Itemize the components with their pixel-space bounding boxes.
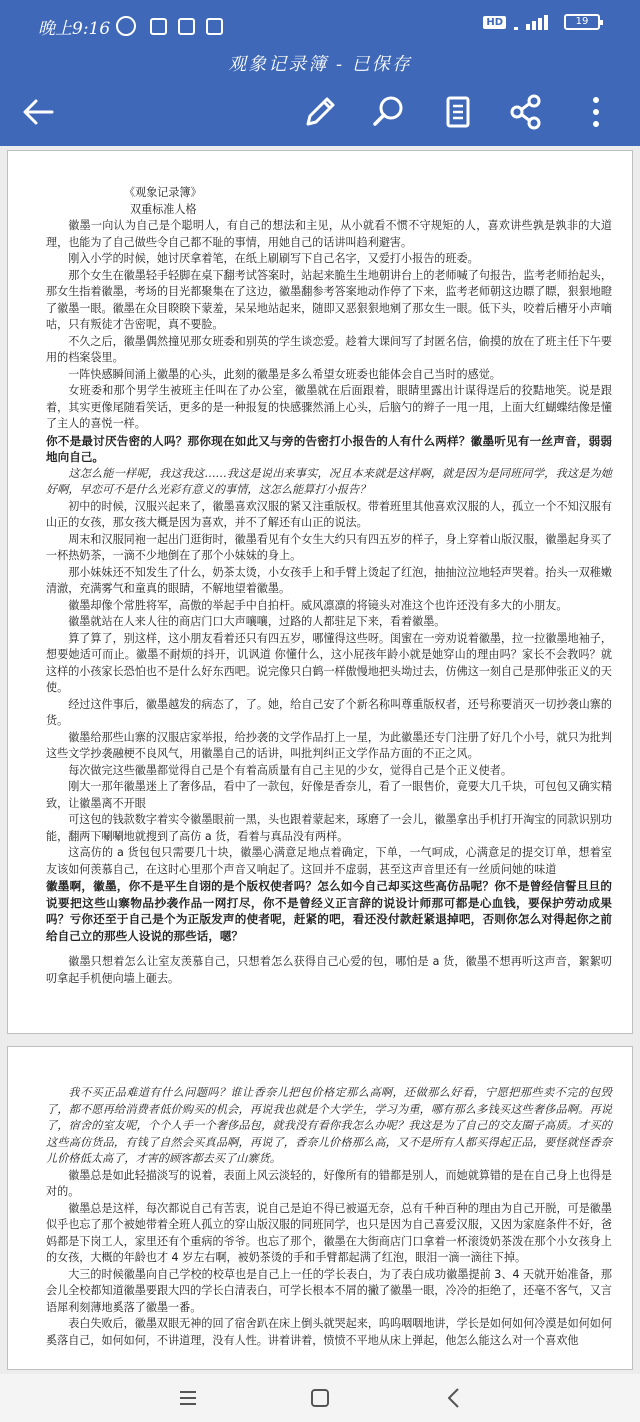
paragraph: 经过这件事后，徽墨越发的病态了，了。她，给自己安了个新名称叫尊重版权者，还号称要消灭一切抄袭山寨的货。 bbox=[46, 697, 612, 727]
paragraph: 一阵快感瞬间涌上徽墨的心头，此刻的徽墨是多么希望女班委也能体会自己当时的感觉。 bbox=[68, 367, 501, 381]
paragraph: 周末和汉服同袍一起出门逛街时，徽墨看见有个女生大约只有四五岁的样子，身上穿着山版汉服，徽墨起身买了一杯热奶茶，一滴不少地倒在了那个小妹妹的身上。 bbox=[46, 532, 612, 562]
document-page[interactable] bbox=[7, 1046, 633, 1370]
doc-subheading: 双重标准人格 bbox=[130, 202, 197, 216]
paragraph: 徽墨却像个常胜将军，高傲的举起手中自拍杆。威风凛凛的将镜头对准这个也许还没有多大的小朋友。 bbox=[68, 598, 568, 612]
page-text bbox=[46, 185, 612, 987]
recent-apps-icon[interactable] bbox=[174, 1384, 202, 1412]
paragraph: 徽墨给那些山寨的汉服店家举报，给抄袭的文学作品打上一星，为此徽墨还专门注册了好几个小号，就只为批判这些文学抄袭融梗不良风气，用徽墨自己的话讲，叫批判纠正文学作品方面的不正之风。 bbox=[46, 730, 612, 760]
paragraph: 徽墨一向认为自己是个聪明人，有自己的想法和主见，从小就看不惯不守规矩的人，喜欢讲些孰是孰非的大道理，也能为了自己做些令自己都不耻的事情，用她自己的话讲叫趋利避害。 bbox=[46, 219, 612, 249]
italic-paragraph: 这怎么能一样呢，我这我这……我这是说出来事实，况且本来就是这样啊，就是因为是同班同学，我这是为她好啊，早恋可不是什么光彩有意义的事情，这怎么能算打小报告？ bbox=[46, 466, 612, 496]
paragraph: 初中的时候，汉服兴起来了，徽墨喜欢汉服的紧又注重版权。带着班里其他喜欢汉服的人，孤立一个不知汉服有山正的女孩，那女孩大概是因为喜欢，并不了解还有山正的说法。 bbox=[46, 499, 612, 529]
paragraph: 不久之后，徽墨偶然撞见那女班委和别英的学生谈恋爱。趁着大课间写了封匿名信，偷摸的放在了班主任下午要用的档案袋里。 bbox=[46, 334, 612, 364]
bold-paragraph: 徽墨啊，徽墨，你不是平生自诩的是个版权使者吗？怎么如今自己却买这些高仿品呢？你不是曾经信誓旦旦的说要把这些山寨物品抄袭作品一网打尽，你不是曾经义正言辞的说设计师那可都是心血钱，要保护劳动成果吗？亏你还至于自己是个为正版发声的使者呢，赶紧的吧，看还没付款赶紧退掉吧，否则你怎么对得起你之前给自己立的那些人设说的那些话，嗯？ bbox=[46, 879, 612, 943]
alarm-icon bbox=[116, 16, 136, 36]
paragraph: 徽墨总是如此轻描淡写的说着，表面上风云淡轻的，好像所有的错都是别人，而她就算错的是在自己身上也得是对的。 bbox=[46, 1168, 612, 1198]
paragraph: 女班委和那个男学生被班主任叫在了办公室，徽墨就在后面跟着，眼睛里露出计谋得逞后的狡黠地笑。说是跟着，其实更像尾随看笑话，更多的是一种报复的快感骤然涌上心头，后脑勺的辫子一甩一甩，上面大红蝴蝶结像是懂了主人的喜悦一样。 bbox=[46, 384, 612, 430]
document-title: 观象记录簿 - 已保存 bbox=[228, 54, 412, 75]
back-nav-icon[interactable] bbox=[440, 1384, 468, 1412]
paragraph: 刚大一那年徽墨迷上了奢侈品，看中了一款包，好像是香奈儿，看了一眼售价，竟要大几千块，可包包又确实精致，让徽墨离不开眼 bbox=[46, 780, 612, 810]
battery-icon: 19 bbox=[564, 14, 600, 30]
paragraph: 每次做完这些徽墨都觉得自己是个有着高质量有自己主见的少女，觉得自己是个正义使者。 bbox=[68, 763, 512, 777]
paragraph: 可这包的钱款数字着实令徽墨眼前一黑，头也跟着蒙起来，琢磨了一会儿，徽墨拿出手机打开淘宝的同款识别功能，翻两下唰唰地就搜到了高仿 a 货，看着与真品没有两样。 bbox=[46, 813, 612, 843]
more-vertical-icon[interactable] bbox=[572, 88, 620, 136]
doc-heading: 《观象记录簿》 bbox=[124, 186, 202, 199]
status-time: 晚上9:16 bbox=[38, 19, 111, 39]
italic-paragraph: 我不买正品难道有什么问题吗？谁让香奈儿把包价格定那么高啊，还做那么好看，宁愿把那些卖不完的包毁了，都不愿再给消费者低价购买的机会，再说我也就是个大学生，学习为重，哪有那么多钱买这些奢侈品啊。再说了，宿舍的室友呢，个个人手一个奢侈品包，就我没有看你我怎么办呢？我这是为了自己的交友圈子高质。才买的这些高仿货品，有钱了自然会买真品啊，再说了，香奈儿价格那么高，又不是所有人都买得起正品，要怪就怪香奈儿价格低太高了，才害的顾客都去买了山寨货。 bbox=[46, 1086, 612, 1165]
paragraph: 那个女生在徽墨轻手轻脚在桌下翻考试答案时，站起来脆生生地朝讲台上的老师喊了句报告，监考老师抬起头，那女生指着徽墨，考场的目光都聚集在了这边，徽墨翻参考答案地动作停了下来，监考老师朝这边瞟了瞟，狠狠地瞪了徽墨一眼。徽墨在众目睽睽下蒙羞，呆呆地站起来，随即又恶狠狠地剜了那女生一眼。低下头，咬着后槽牙小声嘀咕，只有叛徒才告密呢，真不要脸。 bbox=[46, 268, 612, 331]
notification-app-icon bbox=[206, 18, 223, 35]
bold-paragraph: 你不是最讨厌告密的人吗？那你现在如此又与旁的告密打小报告的人有什么两样？徽墨听见有一丝声音，弱弱地向自己。 bbox=[46, 433, 612, 464]
home-icon[interactable] bbox=[306, 1384, 334, 1412]
pencil-icon[interactable] bbox=[296, 88, 344, 136]
page-text bbox=[46, 1085, 612, 1349]
hd-badge: HD bbox=[483, 16, 506, 29]
paragraph: 大三的时候徽墨向自己学校的校草也是自己上一任的学长表白，为了表白成功徽墨提前 3、4 天就开始准备，那会儿全校都知道徽墨要跟大四的学长白清表白，可学长根本不屑的撇了徽墨一眼，冷冷的拒绝了，还毫不客气，又言语犀利刻薄地奚落了徽墨一番。 bbox=[46, 1267, 612, 1314]
notification-app-icon bbox=[150, 18, 167, 35]
paragraph: 徽墨就站在人来人往的商店门口大声嚷嚷，过路的人都驻足下来，看着徽墨。 bbox=[68, 615, 446, 628]
share-icon[interactable] bbox=[502, 88, 550, 136]
signal-icon bbox=[514, 14, 556, 30]
paragraph: 那小妹妹还不知发生了什么，奶茶太烫，小女孩手上和手臂上烫起了红泡，抽抽泣泣地轻声哭着。抬头一双稚嫩清澈，充满雾气和童真的眼睛，不解地望着徽墨。 bbox=[46, 565, 612, 595]
document-view-icon[interactable] bbox=[434, 88, 482, 136]
title-bar bbox=[0, 48, 640, 78]
notification-app-icon bbox=[178, 18, 195, 35]
back-arrow-icon[interactable] bbox=[14, 88, 62, 136]
toolbar bbox=[0, 78, 640, 146]
network-type bbox=[514, 27, 518, 30]
paragraph: 徽墨总是这样，每次都说自己有苦衷，说自己是迫不得已被逼无奈，总有千种百种的理由为自己开脱，可是徽墨似乎也忘了那个被她带着全班人孤立的穿山版汉服的同班同学，也只是因为自己喜爱汉服，又因为家庭条件不好，爸妈都是下岗工人，家里还有个重病的爷爷。也忘了那个，徽墨在大街商店门口拿着一杯滚烫奶茶泼在那个小女孩身上的女孩，大概的年龄也才 4 岁左右啊，被奶茶烫的手和手臂都起满了红泡，眼泪一滴一滴往下掉。 bbox=[46, 1201, 612, 1264]
status-bar bbox=[0, 0, 640, 48]
paragraph: 这高仿的 a 货包包只需要几十块，徽墨心满意足地点着确定，下单，一气呵成，心满意足的提交订单，想着室友该如何羡慕自己，在这时心里那个声音又响起了。这回并不虚弱，甚至这声音里还有一丝质问她的味道 bbox=[46, 846, 612, 876]
paragraph: 徽墨只想着怎么让室友羡慕自己，只想着怎么获得自己心爱的包，哪怕是 a 货，徽墨不想再听这声音，絮絮叨叨拿起手机便向墙上砸去。 bbox=[46, 955, 612, 985]
paragraph: 表白失败后，徽墨双眼无神的回了宿舍趴在床上倒头就哭起来，呜呜咽咽地讲，学长是如何如何冷漠是如何如何奚落自己，如何如何，不讲道理，没有人性。讲着讲着，愤愤不平地从床上弹起，他怎么能这么对一个喜欢他 bbox=[46, 1317, 612, 1347]
paragraph: 刚入小学的时候，她讨厌拿着笔，在纸上刷刷写下自己名字，又爱打小报告的班委。 bbox=[68, 252, 479, 265]
document-page[interactable] bbox=[7, 150, 633, 1034]
search-icon[interactable] bbox=[364, 88, 412, 136]
system-nav-bar bbox=[0, 1374, 640, 1422]
paragraph: 算了算了，别这样，这小朋友看着还只有四五岁，哪懂得这些呀。闺蜜在一旁劝说着徽墨，拉一拉徽墨地袖子，想要她适可而止。徽墨不耐烦的抖开，讥讽道 你懂什么，这小屁孩年龄小就是她穿山的理由吗？家长不会教吗？就这样的小孩家长恐怕也不是什么好东西吧。说完像只白鹤一样傲慢地把头坳过去，仿佛这一刻自己是那伸张正义的天使。 bbox=[46, 631, 612, 694]
